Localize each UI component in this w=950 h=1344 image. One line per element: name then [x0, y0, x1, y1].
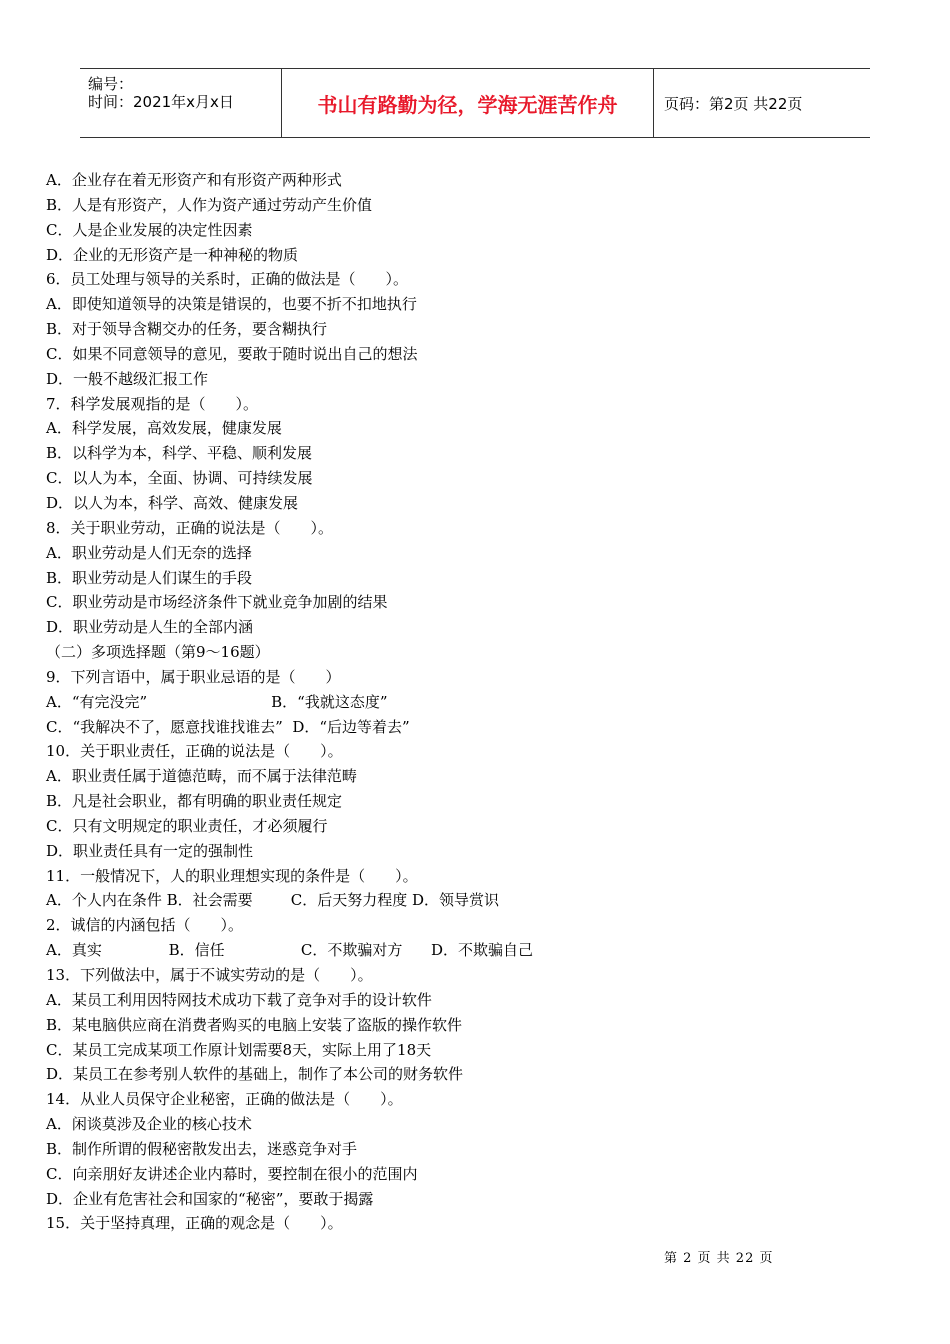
text-line: B．人是有形资产，人作为资产通过劳动产生价值 — [46, 195, 373, 214]
text-line: B．凡是社会职业，都有明确的职业责任规定 — [46, 792, 343, 811]
text-line: C．如果不同意领导的意见，要敢于随时说出自己的想法 — [46, 344, 418, 363]
text-line: A．闲谈莫涉及企业的核心技术 — [46, 1115, 252, 1134]
text-line: C．以人为本，全面、协调、可持续发展 — [46, 469, 313, 488]
text-line: A．真实 B．信任 C．不欺骗对方 D．不欺骗自己 — [46, 941, 534, 960]
text-line: D．企业的无形资产是一种神秘的物质 — [46, 245, 299, 264]
text-line: A．个人内在条件 B．社会需要 C．后天努力程度 D．领导赏识 — [46, 891, 500, 910]
text-line: C．只有文明规定的职业责任，才必须履行 — [46, 816, 328, 835]
text-line: 14．从业人员保守企业秘密，正确的做法是（ ）。 — [46, 1090, 403, 1109]
header-info-cell — [80, 69, 282, 137]
question-content — [46, 168, 906, 1236]
text-line: D．企业有危害社会和国家的“秘密”，要敢于揭露 — [46, 1189, 374, 1208]
text-line: 10．关于职业责任，正确的说法是（ ）。 — [46, 742, 343, 761]
text-line: A．职业劳动是人们无奈的选择 — [46, 543, 252, 562]
text-line: B．某电脑供应商在消费者购买的电脑上安装了盗版的操作软件 — [46, 1015, 463, 1034]
text-line: 13．下列做法中，属于不诚实劳动的是（ ）。 — [46, 966, 373, 984]
text-line: D．某员工在参考别人软件的基础上，制作了本公司的财务软件 — [46, 1065, 464, 1084]
time-label: 时间：2021年x月x日 — [88, 93, 234, 111]
text-line: 6．员工处理与领导的关系时，正确的做法是（ ）。 — [46, 270, 409, 289]
page-label: 页码：第2页 共22页 — [664, 94, 803, 113]
page-number-cell — [654, 69, 870, 137]
text-line: C．职业劳动是市场经济条件下就业竞争加剧的结果 — [46, 593, 388, 612]
text-line: 8．关于职业劳动，正确的说法是（ ）。 — [46, 518, 334, 537]
text-line: B．制作所谓的假秘密散发出去，迷惑竞争对手 — [46, 1139, 358, 1158]
text-line: D．职业劳动是人生的全部内涵 — [46, 618, 254, 637]
motto-cell — [282, 69, 654, 137]
text-line: B．对于领导含糊交办的任务，要含糊执行 — [46, 320, 328, 339]
text-line: C．“我解决不了，愿意找谁找谁去” D．“后边等着去” — [46, 717, 410, 736]
text-line: 9．下列言语中，属于职业忌语的是（ ） — [46, 667, 341, 686]
text-line: C．向亲朋好友讲述企业内幕时，要控制在很小的范围内 — [46, 1164, 418, 1183]
text-line: D．一般不越级汇报工作 — [46, 369, 209, 388]
text-line: B．职业劳动是人们谋生的手段 — [46, 568, 253, 587]
text-line: A．某员工利用因特网技术成功下载了竞争对手的设计软件 — [46, 990, 432, 1009]
motto-text: 书山有路勤为径，学海无涯苦作舟 — [317, 92, 618, 117]
text-line: A．即使知道领导的决策是错误的，也要不折不扣地执行 — [46, 295, 417, 314]
text-line: A．企业存在着无形资产和有形资产两种形式 — [46, 171, 342, 189]
text-line: A．“有完没完” B．“我就这态度” — [46, 692, 388, 711]
text-line: B．以科学为本，科学、平稳、顺利发展 — [46, 444, 313, 463]
number-label: 编号： — [88, 75, 134, 93]
text-line: 15．关于坚持真理，正确的观念是（ ）。 — [46, 1214, 343, 1233]
text-line: A．职业责任属于道德范畴，而不属于法律范畴 — [46, 767, 357, 786]
text-line: A．科学发展，高效发展，健康发展 — [46, 419, 282, 438]
text-line: D．以人为本，科学、高效、健康发展 — [46, 493, 299, 512]
text-line: C．某员工完成某项工作原计划需要8天，实际上用了18天 — [46, 1040, 432, 1059]
text-line: D．职业责任具有一定的强制性 — [46, 841, 254, 860]
text-line: （二）多项选择题（第9～16题） — [46, 643, 270, 662]
page-header — [80, 68, 870, 138]
text-line: 2．诚信的内涵包括（ ）。 — [46, 916, 244, 935]
text-line: 7．科学发展观指的是（ ）。 — [46, 394, 259, 413]
page-footer: 第 2 页 共 22 页 — [664, 1251, 774, 1266]
text-line: C．人是企业发展的决定性因素 — [46, 220, 253, 239]
text-line: 11．一般情况下，人的职业理想实现的条件是（ ）。 — [46, 866, 418, 885]
